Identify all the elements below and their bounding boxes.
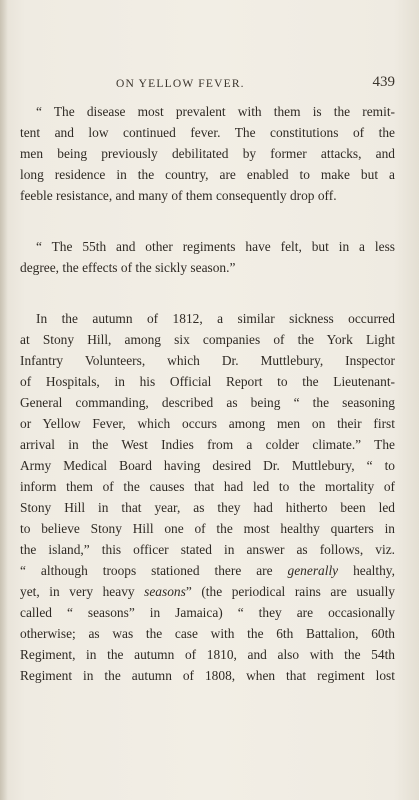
text-line: “ The 55th and other regiments have felt, but in a less	[36, 239, 395, 254]
text-line: degree, the effects of the sickly season.”	[20, 260, 236, 275]
text-line: “ The disease most prevalent with them is the remit-	[36, 104, 395, 119]
text-line: to believe Stony Hill one of the most healthy quarters in	[20, 521, 395, 536]
paragraph-3	[20, 308, 395, 686]
text-line: tent and low continued fever. The constitutions of the	[20, 125, 395, 140]
text-span: “ although troops stationed there are	[20, 563, 288, 578]
paragraph-spacer	[20, 278, 395, 308]
text-line: Regiment in the autumn of 1808, when that regiment lost	[20, 668, 395, 683]
text-line: the island,” this officer stated in answer as follows, viz.	[20, 542, 395, 557]
text-line: In the autumn of 1812, a similar sickness occurred	[36, 311, 395, 326]
text-line: at Stony Hill, among six companies of the York Light	[20, 332, 395, 347]
page-gutter-shadow	[0, 0, 8, 800]
paragraph-1	[20, 101, 395, 206]
running-title: ON YELLOW FEVER.	[116, 78, 245, 90]
text-line: of Hospitals, in his Official Report to the Lieutenant-	[20, 374, 395, 389]
text-line: called “ seasons” in Jamaica) “ they are occasionally	[20, 605, 395, 620]
italic-text: seasons	[144, 584, 186, 599]
text-span: healthy,	[338, 563, 395, 578]
text-line: Infantry Volunteers, which Dr. Muttlebury, Inspector	[20, 353, 395, 368]
text-span: yet, in very heavy	[20, 584, 145, 599]
paragraph-spacer	[20, 206, 395, 236]
page-header	[20, 74, 395, 94]
text-line: arrival in the West Indies from a colder climate.” The	[20, 437, 395, 452]
body-text	[20, 101, 395, 686]
paragraph-2	[20, 236, 395, 278]
page-number: 439	[372, 74, 395, 90]
text-span: ” (the periodical rains are usually	[185, 584, 396, 599]
text-line: long residence in the country, are enabled to make but a	[20, 167, 395, 182]
text-line: inform them of the causes that had led to the mortality of	[20, 479, 395, 494]
text-line: feeble resistance, and many of them consequently drop off.	[20, 188, 337, 203]
text-line	[20, 581, 395, 602]
text-line: Stony Hill in that year, as they had hitherto been led	[20, 500, 395, 515]
text-line	[20, 560, 395, 581]
text-line: Army Medical Board having desired Dr. Muttlebury, “ to	[20, 458, 395, 473]
text-line: or Yellow Fever, which occurs among men on their first	[20, 416, 395, 431]
text-line: men being previously debilitated by former attacks, and	[20, 146, 395, 161]
text-line: General commanding, described as being “ the seasoning	[20, 395, 395, 410]
text-line: otherwise; as was the case with the 6th Battalion, 60th	[20, 626, 395, 641]
italic-text: generally	[287, 563, 339, 578]
text-line: Regiment, in the autumn of 1810, and also with the 54th	[20, 647, 395, 662]
